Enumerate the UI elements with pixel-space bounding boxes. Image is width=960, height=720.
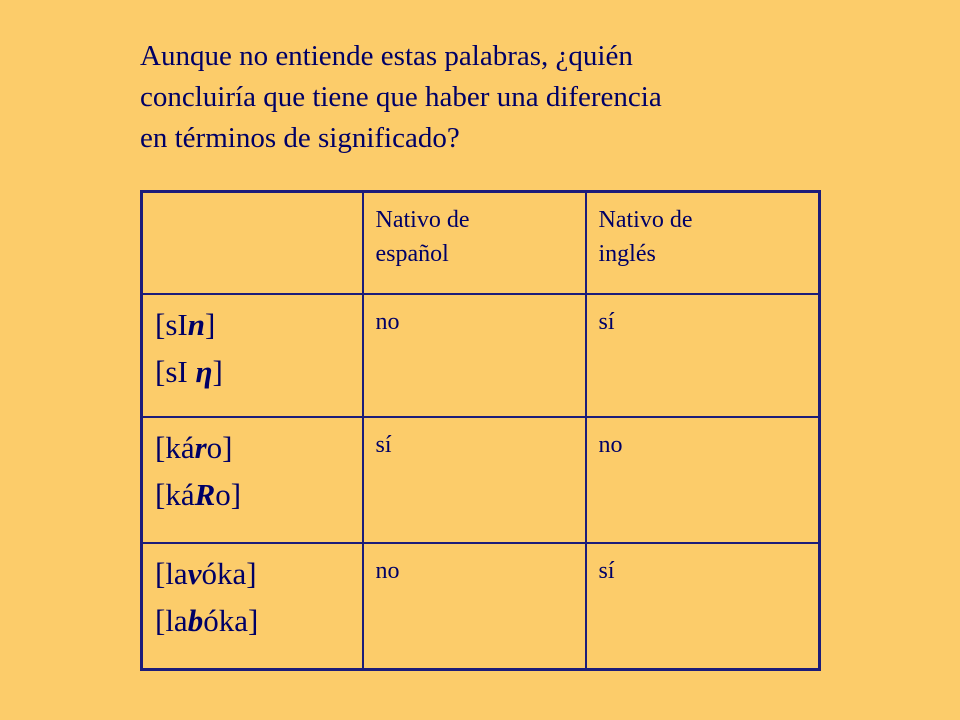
spanish-answer-cell xyxy=(363,294,586,417)
table-row xyxy=(142,417,820,543)
contrast-sound: b xyxy=(187,602,204,638)
table-header-row xyxy=(142,192,820,294)
english-answer-cell xyxy=(586,294,820,417)
english-answer: sí xyxy=(598,557,615,584)
english-answer-cell xyxy=(586,543,820,670)
contrast-sound: r xyxy=(194,429,207,465)
question-line-1: Aunque no entiende estas palabras, ¿quién xyxy=(140,40,633,72)
header-spanish-line-2: español xyxy=(375,241,449,267)
word-pair-cell xyxy=(142,543,363,670)
word-variant-2: [káRo] xyxy=(155,476,242,512)
question-line-2: concluiría que tiene que haber una diferencia xyxy=(140,81,662,113)
contrast-sound: η xyxy=(195,353,213,389)
spanish-answer: no xyxy=(375,308,400,335)
word-pair-cell xyxy=(142,294,363,417)
contrast-sound: R xyxy=(194,476,216,512)
word-variant-1: [sIn] xyxy=(155,306,216,342)
spanish-answer: no xyxy=(375,557,400,584)
english-answer: no xyxy=(598,431,623,458)
table-row xyxy=(142,543,820,670)
word-variant-2: [sI η] xyxy=(155,353,223,389)
spanish-answer-cell xyxy=(363,417,586,543)
header-spanish-line-1: Nativo de xyxy=(375,207,470,233)
word-variant-2: [labóka] xyxy=(155,602,259,638)
question-line-3: en términos de significado? xyxy=(140,122,460,154)
spanish-answer: sí xyxy=(375,431,392,458)
word-variant-1: [káro] xyxy=(155,429,233,465)
english-answer-cell xyxy=(586,417,820,543)
table-row xyxy=(142,294,820,417)
empty-header-cell xyxy=(142,192,363,294)
comparison-table xyxy=(140,190,821,671)
header-english-line-1: Nativo de xyxy=(598,207,693,233)
word-pair-cell xyxy=(142,417,363,543)
header-english-native xyxy=(586,192,820,294)
contrast-sound: v xyxy=(187,555,202,591)
header-english-line-2: inglés xyxy=(598,241,656,267)
spanish-answer-cell xyxy=(363,543,586,670)
word-variant-1: [lavóka] xyxy=(155,555,257,591)
contrast-sound: n xyxy=(187,306,205,342)
header-spanish-native xyxy=(363,192,586,294)
english-answer: sí xyxy=(598,308,615,335)
question-text xyxy=(140,36,840,159)
